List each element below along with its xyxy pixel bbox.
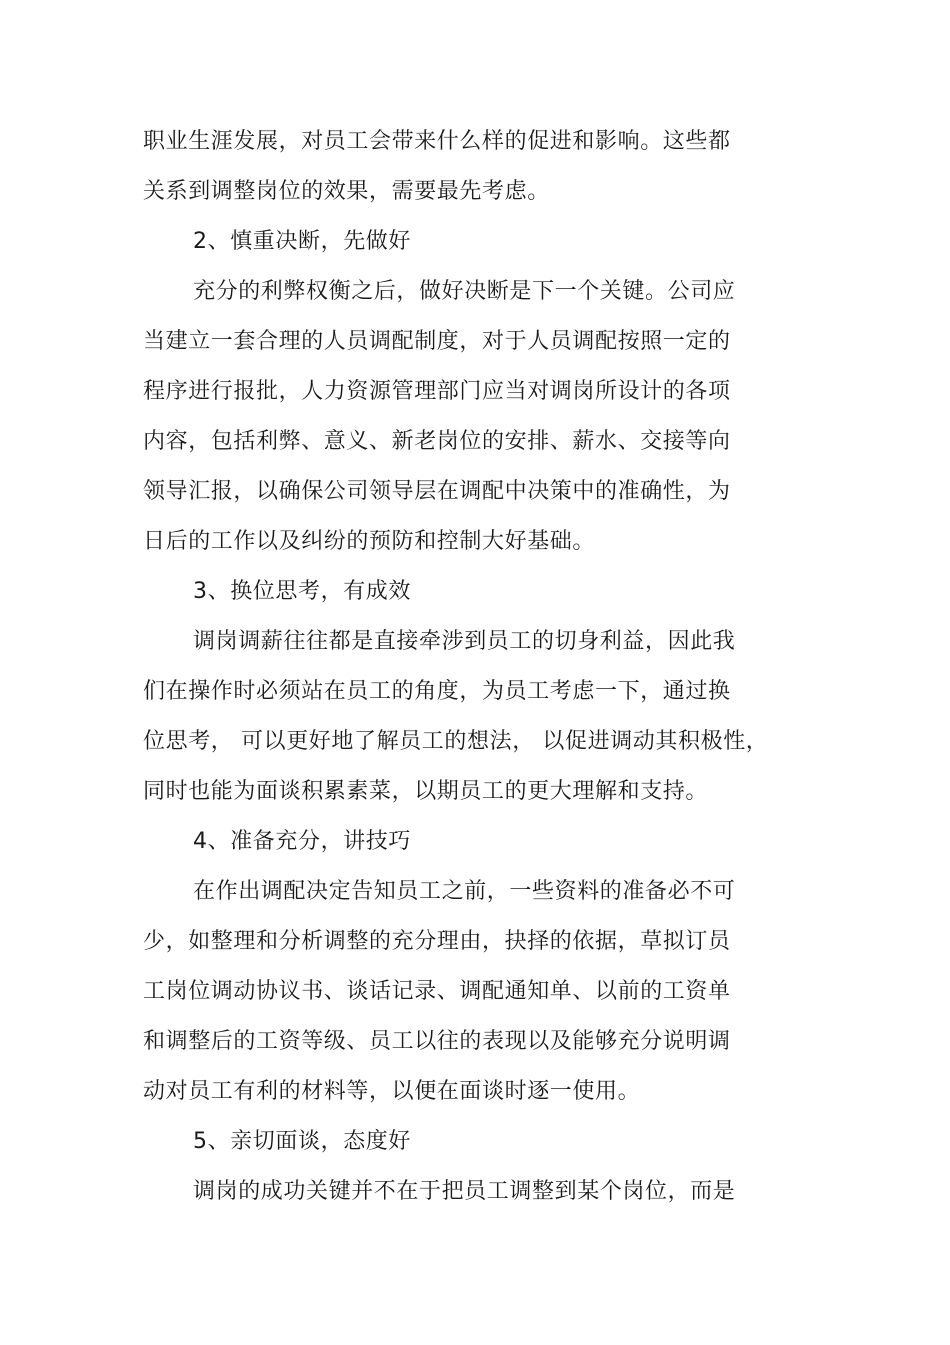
paragraph-line: 当建立一套合理的人员调配制度，对于人员调配按照一定的 xyxy=(143,329,731,354)
section-heading: 4、准备充分，讲技巧 xyxy=(193,829,411,854)
paragraph-line: 调岗的成功关键并不在于把员工调整到某个岗位，而是 xyxy=(193,1179,736,1204)
paragraph-line: 和调整后的工资等级、员工以往的表现以及能够充分说明调 xyxy=(143,1029,731,1054)
paragraph-line: 程序进行报批，人力资源管理部门应当对调岗所设计的各项 xyxy=(143,379,731,404)
paragraph-line: 位思考， 可以更好地了解员工的想法， 以促进调动其积极性， xyxy=(143,729,769,754)
section-heading: 5、亲切面谈，态度好 xyxy=(193,1129,411,1154)
paragraph-line: 在作出调配决定告知员工之前，一些资料的准备必不可 xyxy=(193,879,736,904)
paragraph-line: 关系到调整岗位的效果，需要最先考虑。 xyxy=(143,179,550,204)
paragraph-line: 领导汇报，以确保公司领导层在调配中决策中的准确性，为 xyxy=(143,479,731,504)
paragraph-line: 同时也能为面谈积累素菜，以期员工的更大理解和支持。 xyxy=(143,779,709,804)
section-heading: 3、换位思考，有成效 xyxy=(193,579,411,604)
section-heading: 2、慎重决断，先做好 xyxy=(193,229,411,254)
paragraph-line: 内容，包括利弊、意义、新老岗位的安排、薪水、交接等向 xyxy=(143,429,731,454)
paragraph-line: 职业生涯发展，对员工会带来什么样的促进和影响。这些都 xyxy=(143,129,731,154)
paragraph-line: 充分的利弊权衡之后，做好决断是下一个关键。公司应 xyxy=(193,279,736,304)
paragraph-line: 动对员工有利的材料等，以便在面谈时逐一使用。 xyxy=(143,1079,641,1104)
paragraph-line: 日后的工作以及纠纷的预防和控制大好基础。 xyxy=(143,529,596,554)
paragraph-line: 少，如整理和分析调整的充分理由，抉择的依据，草拟订员 xyxy=(143,929,731,954)
paragraph-line: 工岗位调动协议书、谈话记录、调配通知单、以前的工资单 xyxy=(143,979,731,1004)
paragraph-line: 调岗调薪往往都是直接牵涉到员工的切身利益，因此我 xyxy=(193,629,736,654)
paragraph-line: 们在操作时必须站在员工的角度，为员工考虑一下，通过换 xyxy=(143,679,731,704)
